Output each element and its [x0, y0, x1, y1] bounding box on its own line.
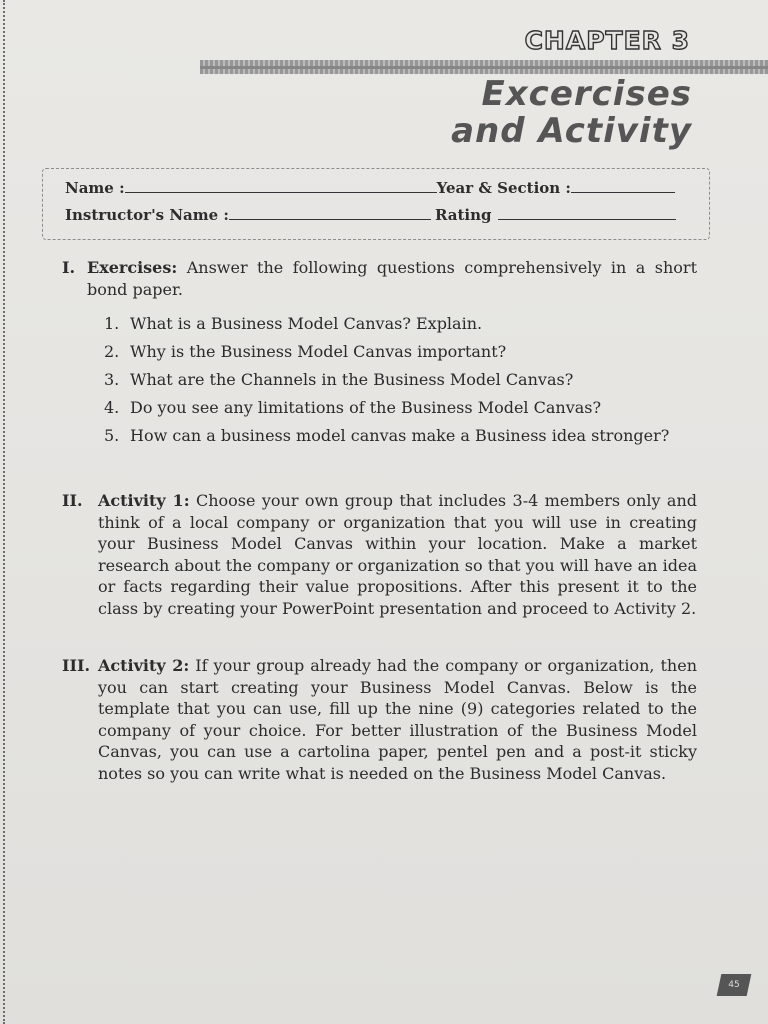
year-section-label: Year & Section :: [436, 179, 571, 197]
list-item: [104, 369, 694, 390]
section-instructions: [98, 490, 697, 619]
section-instructions: [98, 655, 697, 784]
title-line-1: Excercises: [481, 74, 692, 114]
list-item: [104, 397, 694, 418]
question-number: 5.: [104, 426, 120, 445]
section-lead: Activity 2:: [98, 656, 190, 675]
list-item: [104, 313, 694, 334]
section-activity-1: [62, 490, 697, 619]
binding-edge: [3, 0, 5, 1024]
question-text: Do you see any limitations of the Business Model Canvas?: [130, 398, 602, 417]
question-text: What is a Business Model Canvas? Explain.: [130, 314, 483, 333]
section-number: I.: [62, 258, 76, 277]
rating-label: Rating: [434, 206, 492, 224]
rating-blank[interactable]: [498, 205, 676, 220]
title-decor-bar: [200, 60, 768, 74]
section-text: Answer the following questions comprehensively in a short bond paper.: [87, 258, 697, 299]
list-item: [104, 425, 694, 446]
title-line-2: and Activity: [451, 111, 692, 151]
instructor-blank[interactable]: [229, 205, 431, 220]
question-text: What are the Channels in the Business Model Canvas?: [130, 370, 574, 389]
section-exercises: [62, 257, 697, 300]
question-number: 1.: [104, 314, 120, 333]
question-number: 2.: [104, 342, 120, 361]
name-label: Name :: [65, 179, 125, 197]
section-number: III.: [62, 656, 91, 675]
student-info-box: [42, 168, 710, 240]
page-title: [451, 76, 692, 150]
info-row-name: [65, 178, 675, 197]
name-blank[interactable]: [125, 178, 437, 193]
question-number: 3.: [104, 370, 120, 389]
section-number: II.: [62, 491, 83, 510]
page-number-badge: [717, 974, 752, 996]
question-list: [104, 313, 694, 453]
list-item: [104, 341, 694, 362]
section-activity-2: [62, 655, 697, 784]
chapter-label: CHAPTER 3: [524, 26, 690, 55]
question-text: Why is the Business Model Canvas important?: [130, 342, 507, 361]
section-text: Choose your own group that includes 3-4 members only and think of a local company or organization that you will use in creating your Business Model Canvas within your location. Make a market research about the company or organization so that you will have an idea or facts regarding their value propositions. After this present it to the class by creating your PowerPoint presentation and proceed to Activity 2.: [98, 491, 697, 618]
instructor-label: Instructor's Name :: [65, 206, 229, 224]
section-instructions: [87, 257, 697, 300]
section-lead: Activity 1:: [98, 491, 190, 510]
question-number: 4.: [104, 398, 120, 417]
info-row-instructor: [65, 205, 676, 224]
section-lead: Exercises:: [87, 258, 178, 277]
question-text: How can a business model canvas make a Business idea stronger?: [130, 426, 670, 445]
page-number: 45: [728, 980, 740, 990]
section-text: If your group already had the company or organization, then you can start creating your Business Model Canvas. Below is the template that you can use, fill up the nine (9) categories related to the company of your choice. For better illustration of the Business Model Canvas, you can use a cartolina paper, pentel pen and a post-it sticky notes so you can write what is needed on the Business Model Canvas.: [98, 656, 697, 783]
year-section-blank[interactable]: [571, 178, 675, 193]
